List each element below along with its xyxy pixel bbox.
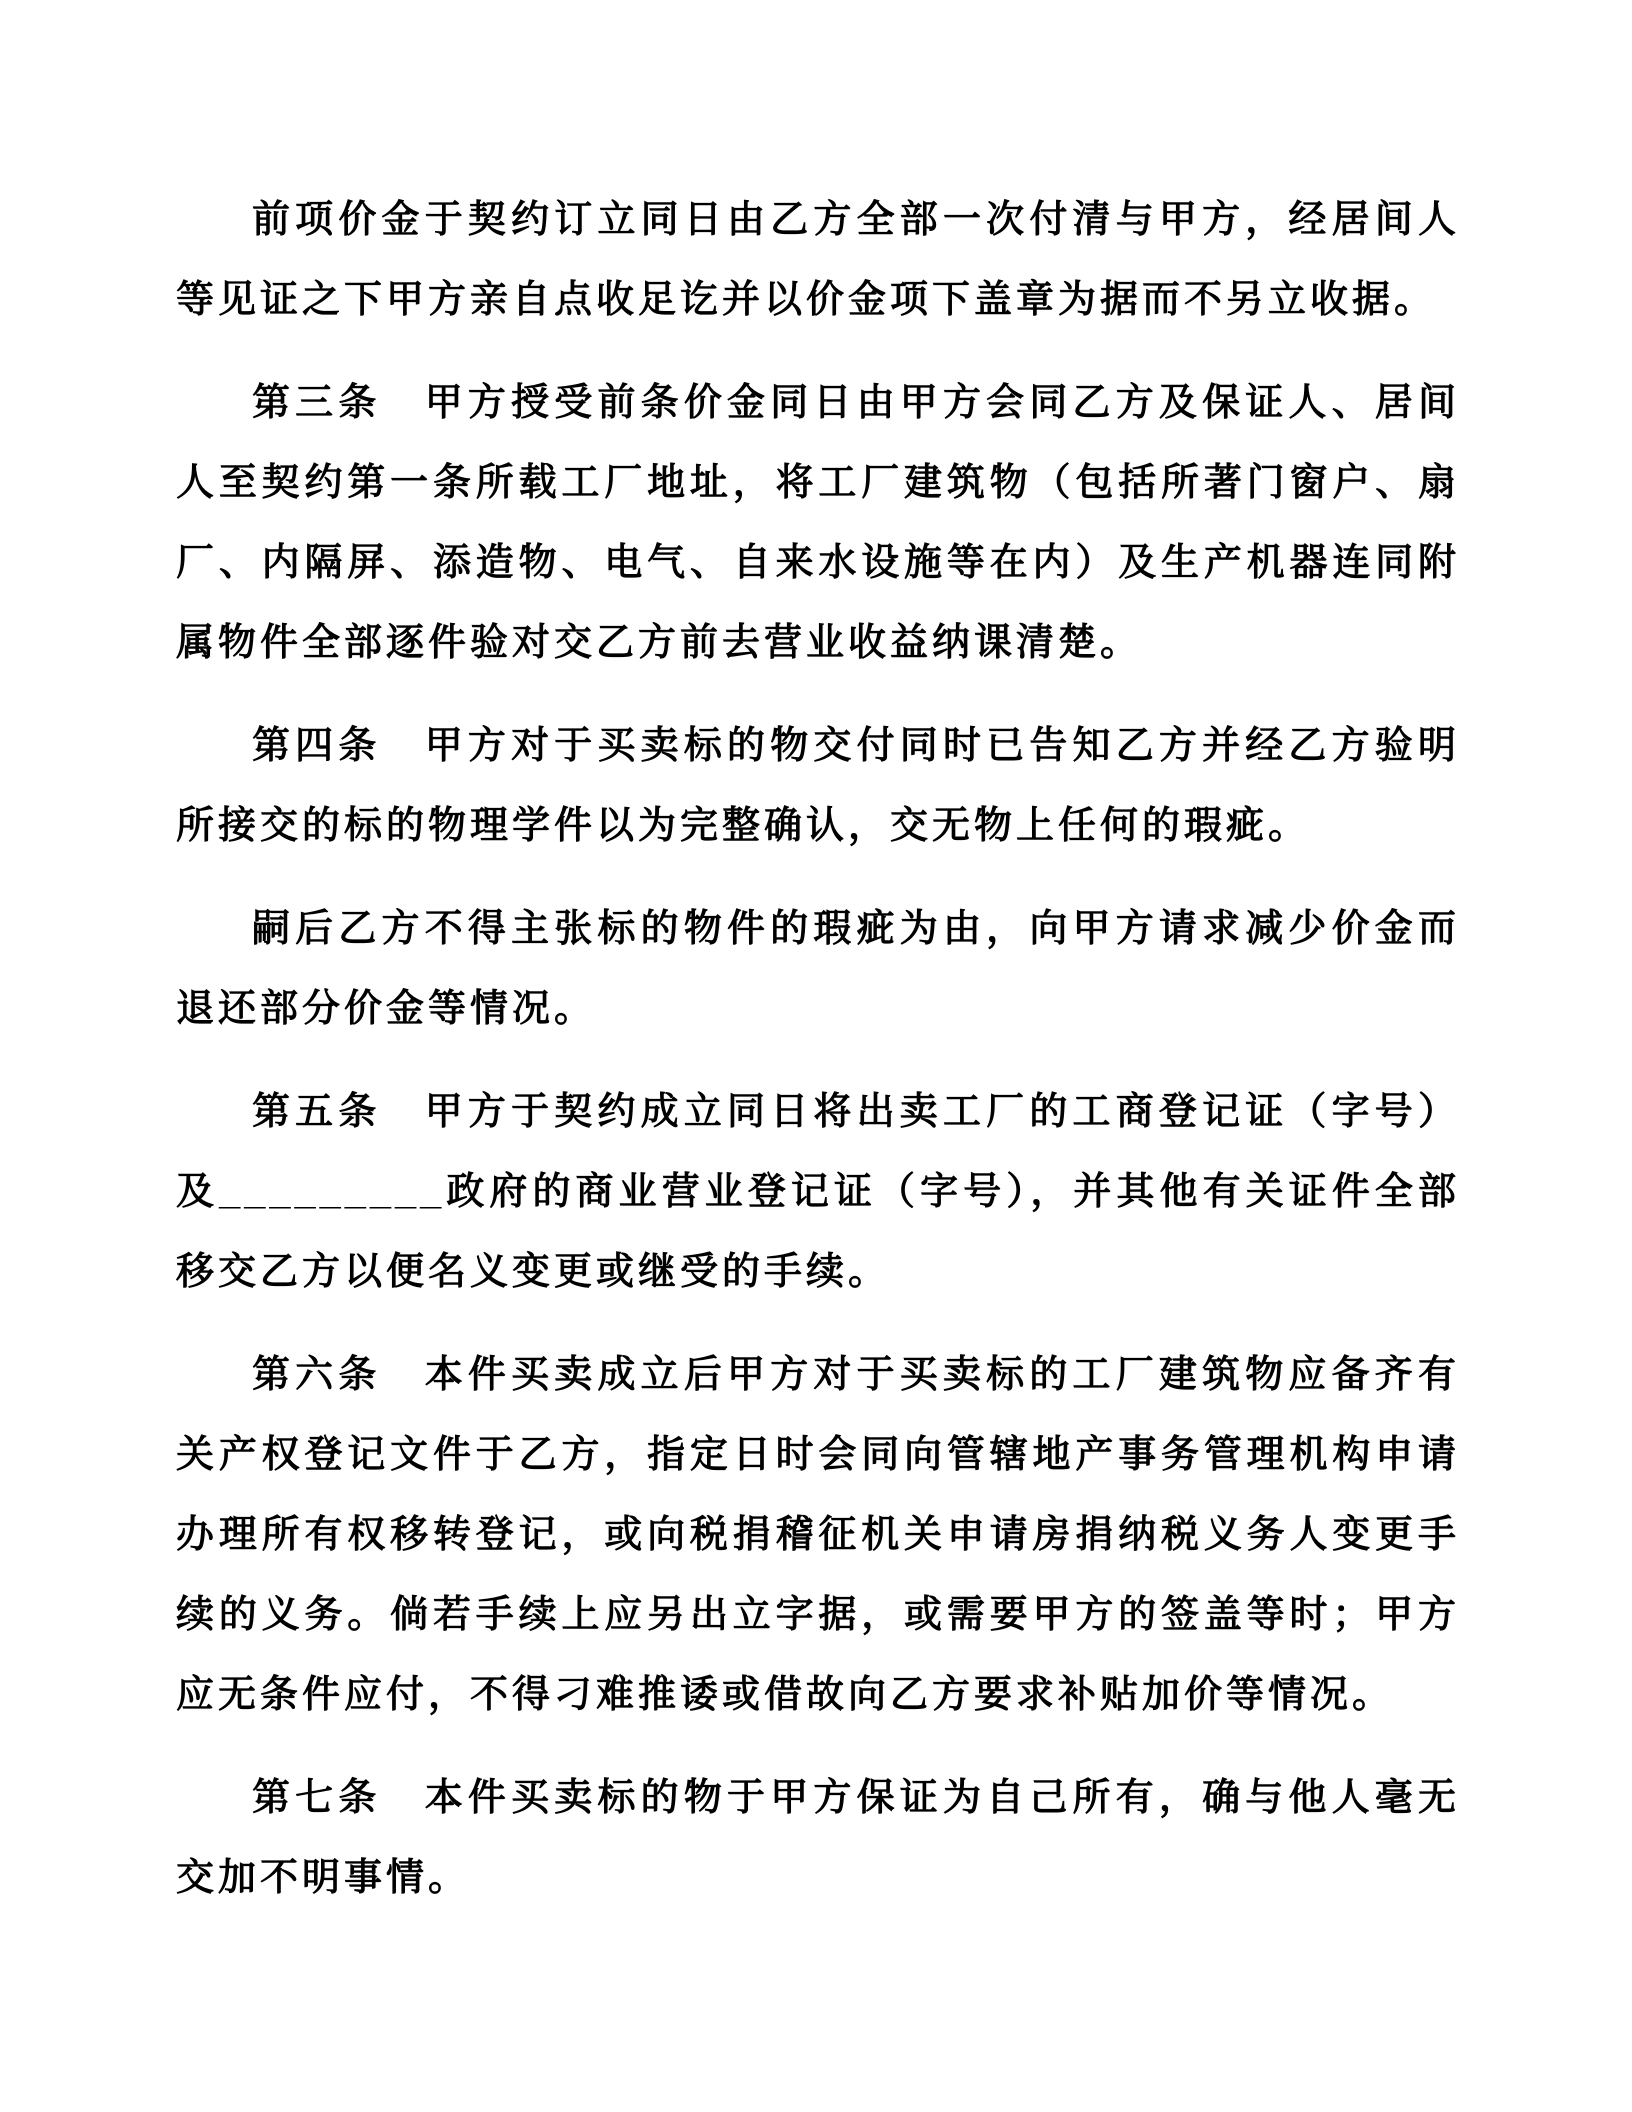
contract-paragraph-clause-3: 第三条 甲方授受前条价金同日由甲方会同乙方及保证人、居间人至契约第一条所载工厂地址，将工厂建筑物（包括所著门窗户、扇厂、内隔屏、添造物、电气、自来水设施等在内）及生产机器连同附属物件全部逐件验对交乙方前去营业收益纳课清楚。	[176, 382, 1460, 664]
contract-paragraph-clause-4-continued: 嗣后乙方不得主张标的物件的瑕疵为由，向甲方请求减少价金而退还部分价金等情况。	[176, 908, 1460, 1030]
contract-paragraph-clause-7: 第七条 本件买卖标的物于甲方保证为自己所有，确与他人毫无交加不明事情。	[176, 1777, 1460, 1899]
contract-paragraph-clause-4: 第四条 甲方对于买卖标的物交付同时已告知乙方并经乙方验明所接交的标的物理学件以为完整确认，交无物上任何的瑕疵。	[176, 725, 1460, 847]
contract-paragraph-clause-5: 第五条 甲方于契约成立同日将出卖工厂的工商登记证（字号）及_________政府的商业营业登记证（字号），并其他有关证件全部移交乙方以便名义变更或继受的手续。	[176, 1091, 1460, 1293]
contract-paragraph-clause-6: 第六条 本件买卖成立后甲方对于买卖标的工厂建筑物应备齐有关产权登记文件于乙方，指定日时会同向管辖地产事务管理机构申请办理所有权移转登记，或向税捐稽征机关申请房捐纳税义务人变更手续的义务。倘若手续上应另出立字据，或需要甲方的签盖等时；甲方应无条件应付，不得刁难推诿或借故向乙方要求补贴加价等情况。	[176, 1354, 1460, 1716]
contract-paragraph-payment-clause: 前项价金于契约订立同日由乙方全部一次付清与甲方，经居间人等见证之下甲方亲自点收足讫并以价金项下盖章为据而不另立收据。	[176, 199, 1460, 321]
